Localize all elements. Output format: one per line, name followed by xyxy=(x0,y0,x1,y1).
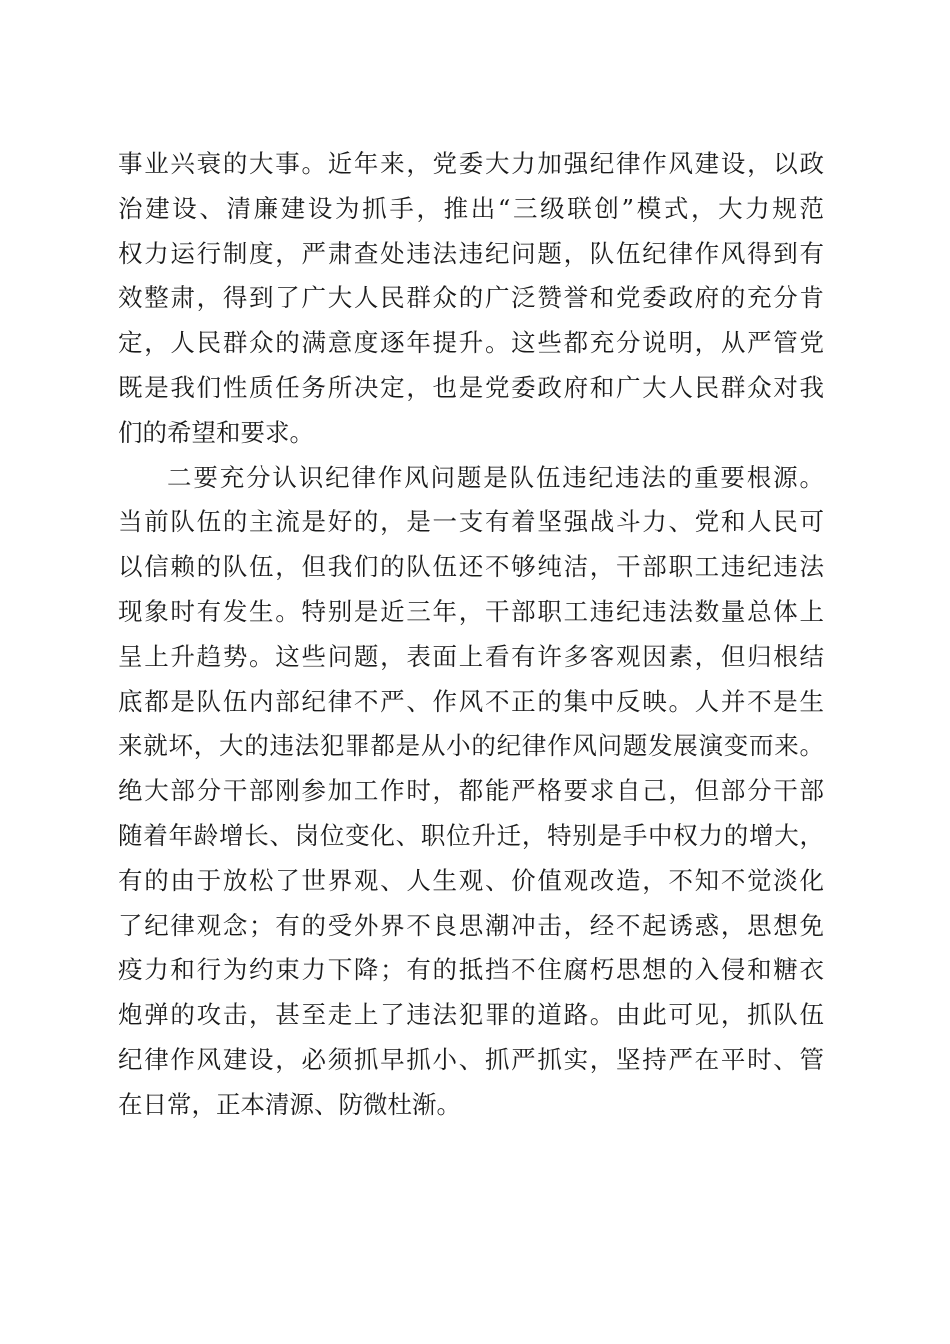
text-line: 权力运行制度，严肃查处违法违纪问题，队伍纪律作风得到有 xyxy=(118,238,824,268)
text-line: 随着年龄增长、岗位变化、职位升迁，特别是手中权力的增大， xyxy=(118,820,824,850)
text-line: 效整肃，得到了广大人民群众的广泛赞誉和党委政府的充分肯 xyxy=(118,283,824,313)
text-line: 事业兴衰的大事。近年来，党委大力加强纪律作风建设，以政 xyxy=(118,149,824,178)
text-line: 底都是队伍内部纪律不严、作风不正的集中反映。人并不是生 xyxy=(118,686,824,716)
text-line: 在日常，正本清源、防微杜渐。 xyxy=(118,1089,461,1119)
text-line: 了纪律观念；有的受外界不良思潮冲击，经不起诱惑，思想免 xyxy=(118,910,824,940)
text-line: 以信赖的队伍，但我们的队伍还不够纯洁，干部职工违纪违法 xyxy=(118,552,824,582)
text-line: 们的希望和要求。 xyxy=(118,417,314,447)
paragraph-first-line: 二要充分认识纪律作风问题是队伍违纪违法的重要根源。 xyxy=(167,462,824,492)
text-line: 有的由于放松了世界观、人生观、价值观改造，不知不觉淡化 xyxy=(118,865,824,895)
text-line: 定，人民群众的满意度逐年提升。这些都充分说明，从严管党 xyxy=(118,328,824,358)
body-text xyxy=(118,142,838,1128)
text-line: 疫力和行为约束力下降；有的抵挡不住腐朽思想的入侵和糖衣 xyxy=(118,955,824,985)
text-line: 炮弹的攻击，甚至走上了违法犯罪的道路。由此可见，抓队伍 xyxy=(118,1000,824,1030)
text-line: 现象时有发生。特别是近三年，干部职工违纪违法数量总体上 xyxy=(118,596,824,626)
text-line: 来就坏，大的违法犯罪都是从小的纪律作风问题发展演变而来。 xyxy=(118,731,824,761)
text-line: 治建设、清廉建设为抓手，推出“三级联创”模式，大力规范 xyxy=(118,193,824,223)
text-line: 呈上升趋势。这些问题，表面上看有许多客观因素，但归根结 xyxy=(118,641,824,671)
text-line: 纪律作风建设，必须抓早抓小、抓严抓实，坚持严在平时、管 xyxy=(118,1044,824,1074)
text-line: 既是我们性质任务所决定，也是党委政府和广大人民群众对我 xyxy=(118,372,824,402)
text-line: 绝大部分干部刚参加工作时，都能严格要求自己，但部分干部 xyxy=(118,776,824,806)
text-line: 当前队伍的主流是好的，是一支有着坚强战斗力、党和人民可 xyxy=(118,507,824,537)
